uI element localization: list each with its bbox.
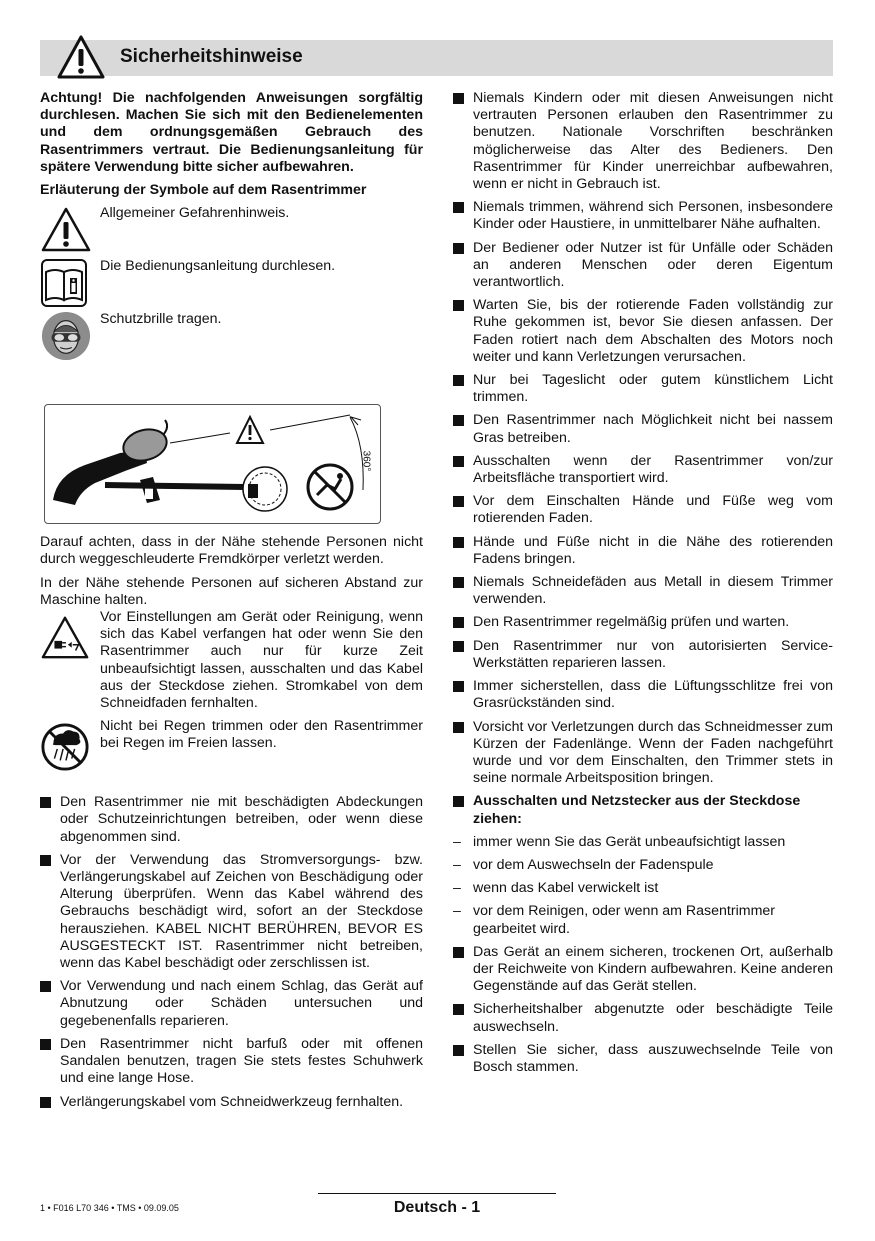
- symbol-safety-goggles: [40, 311, 423, 364]
- bullet-square-icon: [40, 855, 51, 866]
- list-item: Den Rasentrimmer regelmäßig prüfen und warten.: [453, 614, 833, 631]
- bullet-square-icon: [453, 1004, 464, 1015]
- list-item-bold: Ausschalten und Netzstecker aus der Steckdose ziehen:: [453, 793, 833, 827]
- list-item: Niemals Schneidefäden aus Metall in diesem Trimmer verwenden.: [453, 574, 833, 608]
- distance-paragraph: In der Nähe stehende Personen auf sicheren Abstand zur Maschine halten.: [40, 574, 423, 608]
- warning-triangle-icon: [56, 34, 106, 80]
- manual-book-icon: [40, 258, 92, 308]
- list-item: Warten Sie, bis der rotierende Faden vollständig zur Ruhe gekommen ist, bevor Sie diesen anfassen. Der Faden rotiert nach dem Abschalten des Motors noch weiter und kann Verletzungen verursachen.: [453, 297, 833, 366]
- list-item: Hände und Füße nicht in die Nähe des rotierenden Fadens bringen.: [453, 534, 833, 568]
- list-item: Den Rasentrimmer nur von autorisierten Service-Werkstätten reparieren lassen.: [453, 638, 833, 672]
- list-item: Sicherheitshalber abgenutzte oder beschädigte Teile auswechseln.: [453, 1001, 833, 1035]
- footer-divider: [318, 1193, 556, 1194]
- bullet-square-icon: [453, 415, 464, 426]
- bullet-square-icon: [40, 797, 51, 808]
- list-item: Der Bediener oder Nutzer ist für Unfälle oder Schäden an anderen Menschen oder deren Eigentum verantwortlich.: [453, 240, 833, 292]
- trimmer-operator-diagram: [45, 405, 380, 523]
- dash-item: – vor dem Reinigen, oder wenn am Rasentrimmer gearbeitet wird.: [453, 903, 776, 937]
- list-item: Den Rasentrimmer nie mit beschädigten Abdeckungen oder Schutzeinrichtungen betreiben, oder wenn diese abgenommen sind.: [40, 794, 423, 846]
- bullet-square-icon: [453, 300, 464, 311]
- rain-warning-note: [40, 718, 423, 780]
- bullet-square-icon: [453, 375, 464, 386]
- list-item: Vor Verwendung und nach einem Schlag, das Gerät auf Abnutzung oder Schäden untersuchen und gegebenenfalls reparieren.: [40, 978, 423, 1030]
- list-item: Verlängerungskabel vom Schneidwerkzeug fernhalten.: [40, 1094, 423, 1111]
- bullet-square-icon: [453, 93, 464, 104]
- footer-code: 1 • F016 L70 346 • TMS • 09.09.05: [40, 1203, 179, 1213]
- bullet-square-icon: [40, 981, 51, 992]
- bullet-square-icon: [453, 947, 464, 958]
- dash-item: – immer wenn Sie das Gerät unbeaufsichtigt lassen: [453, 833, 786, 850]
- bullet-square-icon: [453, 456, 464, 467]
- no-rain-icon: [40, 722, 90, 772]
- bullet-square-icon: [453, 722, 464, 733]
- rotation-angle-label: 360°: [360, 450, 372, 472]
- symbol-general-hazard: [40, 205, 423, 258]
- bullet-square-icon: [453, 796, 464, 807]
- list-item: Ausschalten wenn der Rasentrimmer von/zur Arbeitsfläche transportiert wird.: [453, 453, 833, 487]
- bullet-square-icon: [453, 617, 464, 628]
- symbol-label: Allgemeiner Gefahrenhinweis.: [100, 205, 290, 222]
- safety-goggles-icon: [40, 311, 92, 361]
- dash-item: – vor dem Auswechseln der Fadenspule: [453, 856, 714, 873]
- list-item: Stellen Sie sicher, dass auszuwechselnde Teile von Bosch stammen.: [453, 1042, 833, 1076]
- list-item: Nur bei Tageslicht oder gutem künstlichem Licht trimmen.: [453, 372, 833, 406]
- bullet-square-icon: [453, 641, 464, 652]
- list-item: Das Gerät an einem sicheren, trockenen Ort, außerhalb der Reichweite von Kindern aufbewahren. Keine anderen Gegenstände auf das Gerät stellen.: [453, 944, 833, 996]
- warning-triangle-icon: [40, 205, 92, 255]
- footer-page-label: Deutsch - 1: [393, 1199, 481, 1216]
- page-title: Sicherheitshinweise: [120, 46, 303, 67]
- bullet-square-icon: [40, 1097, 51, 1108]
- list-item: Den Rasentrimmer nicht barfuß oder mit offenen Sandalen benutzen, tragen Sie stets festes Schuhwerk und eine lange Hose.: [40, 1036, 423, 1088]
- left-column: [40, 90, 423, 1117]
- dash-item: – wenn das Kabel verwickelt ist: [453, 880, 659, 897]
- bullet-square-icon: [453, 577, 464, 588]
- bullet-square-icon: [453, 1045, 464, 1056]
- bullet-square-icon: [453, 537, 464, 548]
- list-item: Niemals trimmen, während sich Personen, insbesondere Kinder oder Haustiere, in unmittelbarer Nähe aufhalten.: [453, 199, 833, 233]
- list-item: Den Rasentrimmer nach Möglichkeit nicht bei nassem Gras betreiben.: [453, 412, 833, 446]
- symbols-heading: Erläuterung der Symbole auf dem Rasentrimmer: [40, 182, 367, 199]
- bystander-paragraph: Darauf achten, dass in der Nähe stehende Personen nicht durch weggeschleuderte Fremdkörper verletzt werden.: [40, 534, 423, 568]
- symbol-label: Schutzbrille tragen.: [100, 311, 222, 328]
- trimmer-illustration: [44, 404, 381, 524]
- bullet-square-icon: [453, 681, 464, 692]
- rain-note-text: Nicht bei Regen trimmen oder den Rasentrimmer bei Regen im Freien lassen.: [100, 718, 423, 752]
- list-item: Vorsicht vor Verletzungen durch das Schneidmesser zum Kürzen der Fadenlänge. Wenn der Faden nachgeführt wurde und vor dem Einschalten, den Trimmer stets in seine normale Arbeitsposition bringen.: [453, 719, 833, 788]
- list-item: Vor dem Einschalten Hände und Füße weg vom rotierenden Faden.: [453, 493, 833, 527]
- bullet-square-icon: [453, 202, 464, 213]
- section-header: [40, 40, 833, 76]
- symbol-label: Die Bedienungsanleitung durchlesen.: [100, 258, 336, 275]
- right-column: [453, 90, 833, 1082]
- bullet-square-icon: [453, 496, 464, 507]
- unplug-warning-icon: [40, 613, 90, 663]
- intro-paragraph: Achtung! Die nachfolgenden Anweisungen sorgfältig durchlesen. Machen Sie sich mit den Bedienelementen und dem ordnungsgemäßen Gebrauch des Rasentrimmers vertraut. Die Bedienungsanleitung für spätere Verwendung bitte sicher aufbewahren.: [40, 90, 423, 175]
- list-item: Vor der Verwendung das Stromversorgungs- bzw. Verlängerungskabel auf Zeichen von Beschädigung oder Alterung überprüfen. Wenn das Kabel während des Gebrauchs beschädigt wird, sofort an der Steckdose herausziehen. KABEL NICHT BERÜHREN, BEVOR ES AUSGESTECKT IST. Rasentrimmer nicht betreiben, wenn das Kabel beschädigt oder zerschlissen ist.: [40, 852, 423, 972]
- symbol-read-manual: [40, 258, 423, 311]
- cable-warning-note: [40, 609, 423, 712]
- list-item: Immer sicherstellen, dass die Lüftungsschlitze frei von Grasrückständen sind.: [453, 678, 833, 712]
- cable-note-text: Vor Einstellungen am Gerät oder Reinigung, wenn sich das Kabel verfangen hat oder wenn Sie den Rasentrimmer auch nur für kurze Zeit unbeaufsichtigt lassen, ausschalten und das Kabel aus der Steckdose ziehen. Stromkabel von dem Schneidfaden fernhalten.: [100, 609, 423, 712]
- list-item: Niemals Kindern oder mit diesen Anweisungen nicht vertrauten Personen erlauben den Rasentrimmer zu benutzen. Nationale Vorschriften beschränken möglicherweise das Alter des Bedieners. Den Rasentrimmer für Kinder unerreichbar aufbewahren, wenn er nicht in Gebrauch ist.: [453, 90, 833, 193]
- bullet-square-icon: [453, 243, 464, 254]
- bullet-square-icon: [40, 1039, 51, 1050]
